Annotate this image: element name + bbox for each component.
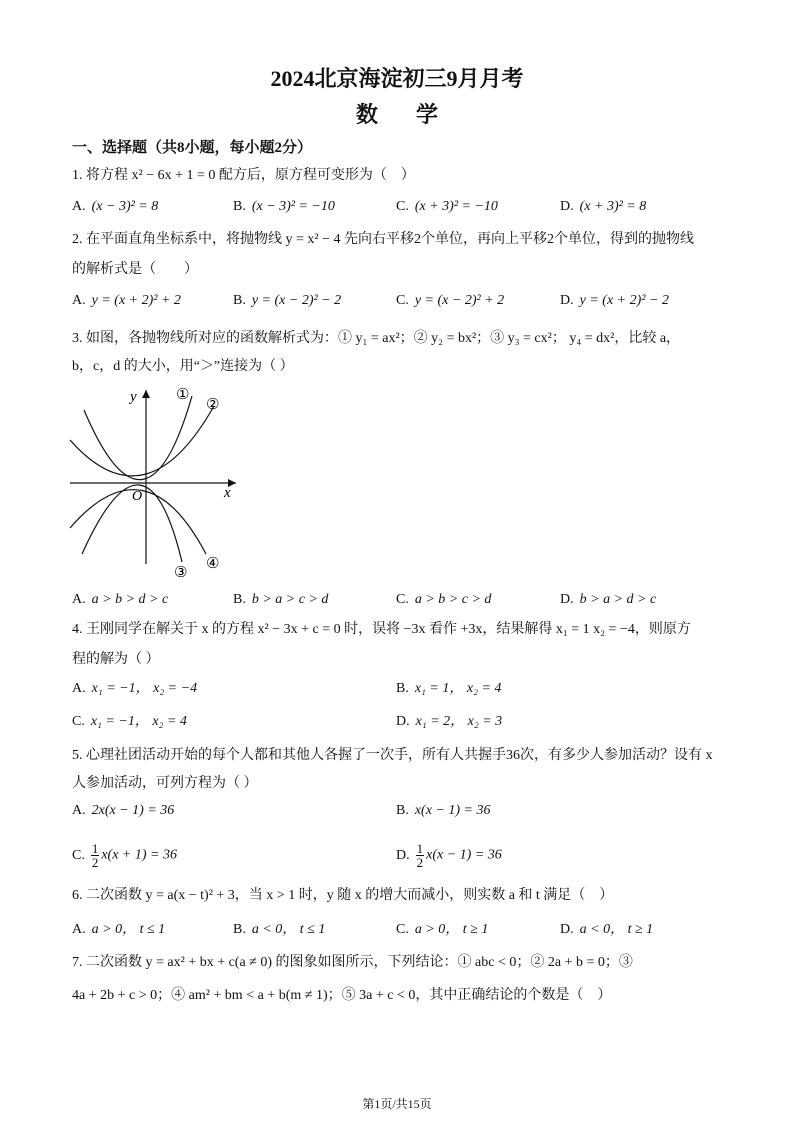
question-3-stem-line1: 3. 如图，各抛物线所对应的函数解析式为：① y₁ = ax²；② y₂ = bx²；③ y₃ = cx²； y₄ = dx²，比较 a， [72,331,681,346]
question-3-stem-line2: b，c，d 的大小，用“＞”连接为（ ） [72,359,294,374]
q2-option-a: A. y = (x + 2)² + 2 [72,293,181,308]
question-5-stem-line2: 人参加活动，可列方程为（ ） [72,776,258,791]
q6-option-a: A. a > 0， t ≤ 1 [72,922,166,937]
curve-label-2: ② [206,395,220,413]
question-2-stem-line2: 的解析式是（ ） [72,262,198,277]
parabola-1 [84,396,192,480]
q4-option-b: B. x₁ = 1， x₂ = 4 [396,681,502,696]
q1-option-d: D. (x + 3)² = 8 [560,199,647,214]
q2-option-b: B. y = (x − 2)² − 2 [233,293,342,308]
question-4-stem-line1: 4. 王刚同学在解关于 x 的方程 x² − 3x + c = 0 时，误将 −3x 看作 +3x，结果解得 x₁ = 1 x₂ = −4，则原方 [72,622,691,637]
q3-option-c: C. a > b > c > d [396,592,492,607]
y-axis-arrow [142,390,150,398]
question-6-stem: 6. 二次函数 y = a(x − t)² + 3，当 x > 1 时，y 随 x 的增大而减小，则实数 a 和 t 满足（ ） [72,888,614,903]
fraction-one-half: $\frac{1}{2}$ [91,841,99,870]
q2-option-c: C. y = (x − 2)² + 2 [396,293,505,308]
curve-label-3: ③ [174,563,188,581]
x-axis-label: x [224,485,231,501]
q5-option-d: D. $\frac{1}{2}$ x(x − 1) = 36 [396,841,502,870]
q5-option-c: C. $\frac{1}{2}$ x(x + 1) = 36 [72,841,177,870]
question-7-stem-line2: 4a + 2b + c > 0；④ am² + bm < a + b(m ≠ 1)；⑤ 3a + c < 0，其中正确结论的个数是（ ） [72,988,612,1003]
q4-option-c: C. x₁ = −1， x₂ = 4 [72,714,187,729]
q5-option-b: B. x(x − 1) = 36 [396,803,491,818]
parabola-2 [70,406,214,476]
section-heading: 一、选择题（共8小题，每小题2分） [72,140,313,156]
y-axis-label: y [130,389,137,405]
question-5-stem-line1: 5. 心理社团活动开始的每个人都和其他人各握了一次手，所有人共握手36次，有多少人参加活动？设有 x [72,748,713,763]
page-title: 2024北京海淀初三9月月考 [270,66,524,91]
q4-option-d: D. x₁ = 2， x₂ = 3 [396,714,503,729]
q6-option-b: B. a < 0， t ≤ 1 [233,922,326,937]
question-2-stem-line1: 2. 在平面直角坐标系中，将抛物线 y = x² − 4 先向右平移2个单位，再向上平移2个单位，得到的抛物线 [72,232,694,247]
question-1-stem: 1. 将方程 x² − 6x + 1 = 0 配方后，原方程可变形为（ ） [72,168,415,183]
q3-option-b: B. b > a > c > d [233,592,329,607]
curve-label-4: ④ [206,554,220,572]
question-4-stem-line2: 程的解为（ ） [72,652,160,667]
fraction-one-half: $\frac{1}{2}$ [416,841,424,870]
q3-option-a: A. a > b > d > c [72,592,169,607]
q4-option-a: A. x₁ = −1， x₂ = −4 [72,681,198,696]
q1-option-c: C. (x + 3)² = −10 [396,199,498,214]
q2-option-d: D. y = (x + 2)² − 2 [560,293,669,308]
q3-option-d: D. b > a > d > c [560,592,657,607]
origin-label: O [132,489,143,504]
q1-option-a: A. (x − 3)² = 8 [72,199,159,214]
question-7-stem-line1: 7. 二次函数 y = ax² + bx + c(a ≠ 0) 的图象如图所示，下列结论：① abc < 0；② 2a + b = 0；③ [72,955,633,970]
page-footer: 第1页/共15页 [362,1097,432,1111]
q6-option-d: D. a < 0， t ≥ 1 [560,922,654,937]
page-subtitle: 数学 [355,102,476,127]
q6-option-c: C. a > 0， t ≥ 1 [396,922,489,937]
parabola-graph [66,384,246,584]
curve-label-1: ① [176,385,190,403]
q1-option-b: B. (x − 3)² = −10 [233,199,335,214]
q5-option-a: A. 2x(x − 1) = 36 [72,803,175,818]
